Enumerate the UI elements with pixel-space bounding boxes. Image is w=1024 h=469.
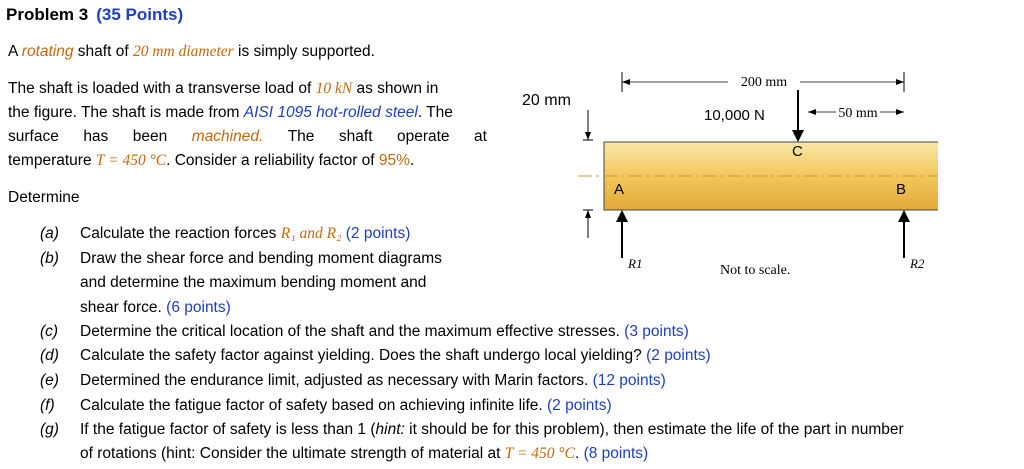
para-line-4 — [8, 152, 414, 170]
item-label: (b) — [40, 250, 59, 267]
para-text: temperature — [8, 152, 96, 169]
problem-points: (35 Points) — [96, 5, 184, 24]
not-to-scale-note: Not to scale. — [720, 263, 791, 278]
item-text: it should be for this problem), then estimate the life of the part in number — [404, 421, 904, 438]
item-text: Draw the shear force and bending moment diagrams — [80, 250, 442, 267]
item-points: (2 points) — [641, 347, 711, 364]
item-text: Determined the endurance limit, adjusted as necessary with Marin factors. — [80, 372, 589, 389]
item-label: (e) — [40, 372, 59, 389]
machined-word: machined. — [191, 128, 264, 145]
item-a — [40, 225, 410, 243]
shaft-figure — [518, 60, 938, 280]
item-text: Calculate the safety factor against yielding. Does the shaft undergo local yielding? — [80, 347, 642, 364]
item-points: (2 points) — [341, 225, 411, 242]
dimension-50 — [808, 106, 904, 121]
diameter-label: 20 mm — [522, 92, 571, 109]
item-points: (8 points) — [579, 445, 649, 462]
material-value: AISI 1095 hot-rolled steel — [243, 104, 418, 121]
dim-50-label: 50 mm — [838, 106, 878, 121]
item-text: Calculate the reaction forces — [80, 225, 281, 242]
intro-text-2: shaft of — [73, 43, 133, 60]
item-label: (g) — [40, 421, 59, 438]
item-b — [40, 250, 442, 268]
shaft-diagram — [518, 60, 938, 280]
point-a-label: A — [614, 181, 625, 198]
point-b-label: B — [896, 181, 907, 198]
intro-text: A — [8, 43, 22, 60]
para-word: shaft — [338, 128, 373, 145]
diameter-arrows — [583, 110, 593, 238]
para-word: surface — [8, 128, 59, 145]
item-text: If the fatigue factor of safety is less than 1 ( — [80, 421, 376, 438]
r2-label: R2 — [910, 256, 925, 271]
para-word: has — [83, 128, 109, 145]
item-b-line-2: and determine the maximum bending moment and — [80, 274, 427, 291]
item-d — [40, 347, 711, 365]
para-text: . The — [417, 104, 453, 121]
r1-label: R1 — [628, 256, 643, 271]
load-value: 10 kN — [315, 80, 353, 97]
item-points: (12 points) — [588, 372, 666, 389]
para-text: . — [409, 152, 415, 169]
determine-heading: Determine — [8, 189, 80, 206]
dimension-200 — [622, 72, 904, 92]
load-label: 10,000 N — [704, 107, 765, 124]
reliability-value: 95% — [378, 152, 410, 169]
intro-line — [8, 43, 375, 61]
item-text: shear force. — [80, 299, 162, 316]
para-line-2 — [8, 104, 453, 122]
item-e — [40, 372, 666, 390]
para-text: the figure. The shaft is made from — [8, 104, 244, 121]
para-text: The shaft is loaded with a transverse load of — [8, 80, 316, 97]
item-text: of rotations (hint: Consider the ultimate strength of material at — [80, 445, 505, 462]
para-word: The — [287, 128, 315, 145]
para-line-1 — [8, 80, 438, 98]
item-b-line-3 — [80, 299, 231, 317]
para-word: been — [132, 128, 168, 145]
item-text: . — [574, 445, 580, 462]
item-label: (d) — [40, 347, 59, 364]
item-text: Determine the critical location of the shaft and the maximum effective stresses. — [80, 323, 620, 340]
item-points: (3 points) — [619, 323, 689, 340]
para-word: operate — [396, 128, 450, 145]
item-f — [40, 397, 612, 415]
dim-200-label: 200 mm — [740, 75, 788, 90]
problem-title — [6, 5, 183, 25]
item-points: (6 points) — [161, 299, 231, 316]
item-g — [40, 421, 904, 439]
item-math: R₁ and R₂ — [280, 225, 342, 242]
diameter-value: 20 mm diameter — [132, 43, 234, 60]
point-c-label: C — [792, 143, 803, 160]
item-g-line-2 — [80, 445, 648, 463]
item-label: (a) — [40, 225, 59, 242]
item-points: (2 points) — [542, 397, 612, 414]
hint-word: hint: — [375, 421, 405, 438]
item-text: Calculate the fatigue factor of safety based on achieving infinite life. — [80, 397, 543, 414]
temperature-value: T = 450 °C — [95, 152, 167, 169]
item-label: (c) — [40, 323, 59, 340]
para-text: . Consider a reliability factor of — [166, 152, 379, 169]
reaction-r1-arrow — [616, 210, 628, 258]
para-text: as shown in — [352, 80, 439, 97]
para-word: at — [474, 128, 487, 145]
problem-number: Problem 3 — [6, 5, 89, 24]
para-line-3 — [8, 128, 487, 146]
intro-text-3: is simply supported. — [233, 43, 375, 60]
item-c — [40, 323, 689, 341]
item-label: (f) — [40, 397, 55, 414]
reaction-r2-arrow — [898, 210, 910, 258]
load-arrow — [792, 90, 804, 142]
rotating-word: rotating — [21, 43, 74, 60]
item-math: T = 450 °C — [504, 445, 575, 462]
